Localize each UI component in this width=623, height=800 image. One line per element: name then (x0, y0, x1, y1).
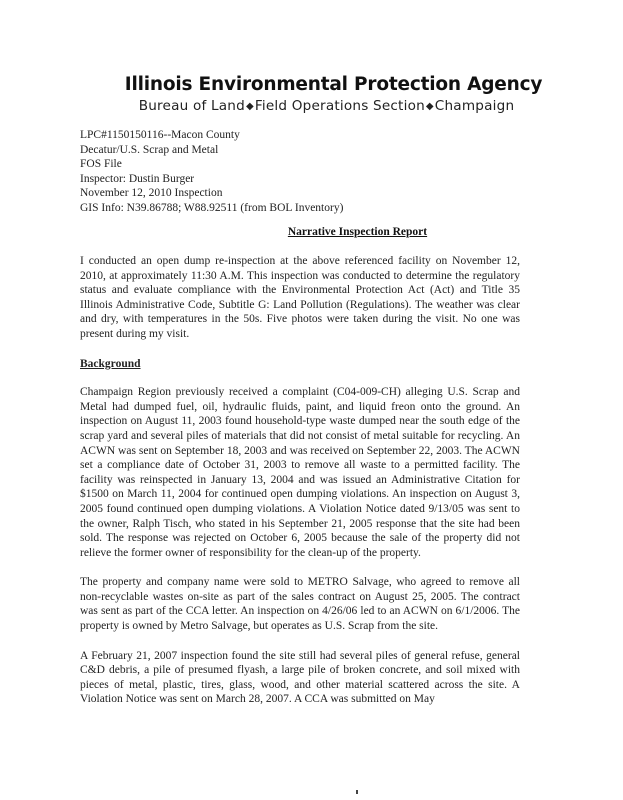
office-location: Champaign (434, 98, 515, 114)
meta-line: November 12, 2010 Inspection (80, 187, 223, 200)
diamond-bullet-icon: ◆ (245, 101, 254, 112)
diamond-bullet-icon: ◆ (425, 101, 434, 112)
meta-line: LPC#1150150116--Macon County (80, 129, 240, 141)
meta-line: Inspector: Dustin Burger (80, 172, 195, 185)
background-heading: Background (80, 357, 141, 370)
meta-line: Decatur/U.S. Scrap and Metal (80, 143, 219, 156)
section-name: Field Operations Section (254, 98, 425, 114)
background-paragraph: A February 21, 2007 inspection found the site still had several piles of general refuse, general C&D debris, a pile of presumed flyash, a large pile of broken concrete, and soil mixed with pieces of metal, plastic, tires, glass, wood, and other material scattered across the site. A Violation Notice was sent on March 28, 2007. A CCA was submitted on May (80, 649, 520, 706)
background-paragraph: The property and company name were sold to METRO Salvage, who agreed to remove all non-recyclable wastes on-site as part of the sales contract on August 25, 2005. The contract was sent as part of the CCA letter. An inspection on 4/26/06 led to an ACWN on 6/1/2006. The property is owned by Metro Salvage, but operates as U.S. Scrap from the site. (80, 576, 520, 633)
bureau-name: Bureau of Land (138, 98, 245, 114)
meta-line: GIS Info: N39.86788; W88.92511 (from BOL Inventory) (80, 201, 344, 214)
file-metadata (80, 128, 343, 216)
report-body (80, 254, 520, 722)
bureau-line (30, 98, 623, 114)
letterhead (0, 74, 623, 114)
agency-name: Illinois Environmental Protection Agency (124, 74, 543, 95)
intro-paragraph: I conducted an open dump re-inspection at the above referenced facility on November 12, 2010, at approximately 11:30 A.M. This inspection was conducted to determine the regulatory status and evaluate compliance with the Environmental Protection Act (Act) and Title 35 Illinois Administrative Code, Subtitle G: Land Pollution (Regulations). The weather was clear and dry, with temperatures in the 50s. Five photos were taken during the visit. No one was present during my visit. (80, 255, 520, 340)
background-paragraph: Champaign Region previously received a complaint (C04-009-CH) alleging U.S. Scrap and Metal had dumped fuel, oil, hydraulic fluids, paint, and liquid freon onto the ground. An inspection on August 11, 2003 found household-type waste dumped near the south edge of the scrap yard and several piles of materials that did not consist of metal suitable for recycling. An ACWN was sent on September 18, 2003 and was received on September 22, 2003. The ACWN set a compliance date of October 31, 2003 to remove all waste to a permitted facility. The facility was reinspected in January 13, 2004 and was issued an Administrative Citation for $1500 on March 11, 2004 for continued open dumping violations. An inspection on August 3, 2005 found continued open dumping violations. A Violation Notice dated 9/13/05 was sent to the owner, Ralph Tisch, who stated in his September 21, 2005 response that the site had been sold. The response was rejected on October 6, 2005 because the sale of the property did not relieve the former owner of responsibility for the clean-up of the property. (80, 386, 520, 559)
report-title: Narrative Inspection Report (287, 226, 428, 238)
meta-line: FOS File (80, 158, 122, 171)
scan-mark (356, 790, 358, 794)
